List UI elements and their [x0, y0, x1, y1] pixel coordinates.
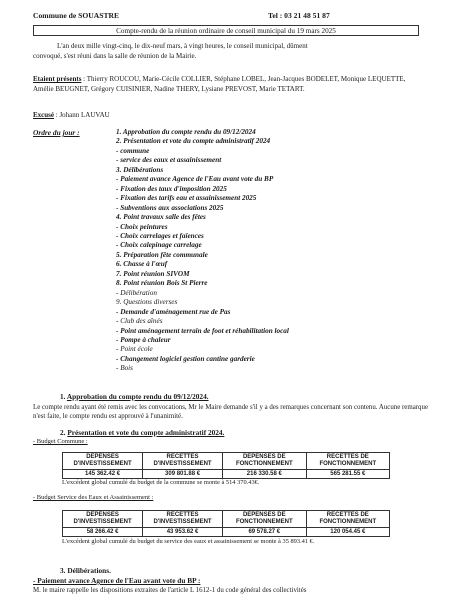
agenda-item: - Délibération	[116, 288, 157, 297]
section-2-heading	[60, 428, 224, 437]
agenda-item: - Fixation des tarifs eau et assainissement 2025	[116, 194, 257, 203]
section-1-heading	[60, 392, 209, 401]
table-header: RECETTES D'INVESTISSEMENT	[143, 511, 223, 528]
budget-eaux-excedent: L'excédent global cumulé du budget du service des eaux et assainissement se monte à 35 893.41 €.	[62, 538, 315, 545]
table-header: RECETTES D'INVESTISSEMENT	[143, 453, 223, 470]
table-cell: 120 054.45 €	[306, 528, 389, 537]
section-2-number: 2.	[60, 428, 66, 437]
attendees-list: : Thierry ROUCOU, Marie-Cécile COLLIER, Stéphane LOBEL, Jean-Jacques BODELET, Monique LEQUETTE, Amélie BEUGNET, Grégory CUISINIER, Nadine THERY, Lysiane PREVOST, Marie TETART.	[33, 75, 406, 93]
table-cell: 216 330.58 €	[222, 470, 306, 479]
table-cell: 58 266.42 €	[63, 528, 143, 537]
section-3-text: M. le maire rappelle les dispositions extraites de l'article L 1612-1 du code général des collectivités	[33, 587, 307, 594]
agenda-item: - Choix peintures	[116, 222, 168, 231]
attendees	[33, 75, 425, 95]
excused-name: : Johann LAUVAU	[55, 111, 110, 119]
table-header: DEPENSES DE FONCTIONNEMENT	[222, 511, 306, 528]
agenda-item: - Point aménagement terrain de foot et réhabilitation local	[116, 326, 289, 335]
agenda-item: - commune	[116, 146, 150, 155]
phone-number: Tel : 03 21 48 51 87	[268, 11, 330, 20]
agenda-label: Ordre du jour :	[33, 128, 80, 137]
agenda-item: 3. Délibérations	[116, 165, 164, 174]
agenda-item: - Choix calepinage carrelage	[116, 241, 202, 250]
section-3-heading	[60, 566, 111, 575]
table-header: DEPENSES DE FONCTIONNEMENT	[222, 453, 306, 470]
budget-eaux-table	[62, 510, 390, 537]
section-3-number: 3.	[60, 566, 66, 575]
table-header: DEPENSES D'INVESTISSEMENT	[63, 453, 143, 470]
section-2-title: Présentation et vote du compte administratif 2024.	[67, 428, 225, 437]
section-1-text: Le compte rendu ayant été remis avec les convocations, Mr le Maire demande s'il y a des remarques concernant son contenu. Aucune remarque n'est faite, le compte rendu est approuvé à l'unanimité.	[33, 404, 429, 420]
agenda-item: - Subventions aux associations 2025	[116, 203, 224, 212]
section-3-sub: - Paiement avance Agence de l'Eau avant vote du BP :	[33, 576, 201, 585]
table-cell: 565 281.55 €	[306, 470, 389, 479]
agenda-item: - Bois	[116, 364, 133, 373]
intro-line-2: convoqué, s'est réuni dans la salle de réunion de la Mairie.	[33, 51, 197, 60]
section-1-number: 1.	[60, 392, 66, 401]
table-header: DEPENSES D'INVESTISSEMENT	[63, 511, 143, 528]
intro-paragraph	[33, 42, 425, 62]
agenda-item: 6. Chasse à l'œuf	[116, 260, 168, 269]
table-cell: 145 362.42 €	[63, 470, 143, 479]
table-header: RECETTES DE FONCTIONNEMENT	[306, 511, 389, 528]
agenda-item: - service des eaux et assainissement	[116, 156, 222, 165]
agenda-item: - Paiement avance Agence de l'Eau avant vote du BP	[116, 175, 274, 184]
budget-commune-label: - Budget Commune :	[33, 438, 88, 445]
section-3-subheading	[33, 576, 200, 585]
agenda-item: - Changement logiciel gestion cantine garderie	[116, 354, 255, 363]
agenda-item: 5. Préparation fête communale	[116, 250, 208, 259]
table-cell: 69 578.27 €	[222, 528, 306, 537]
intro-line-1: L'an deux mille vingt-cinq, le dix-neuf mars, à vingt heures, le conseil municipal, dûment	[57, 42, 308, 50]
agenda-item: 7. Point réunion SIVOM	[116, 269, 190, 278]
commune-name: Commune de SOUASTRE	[33, 11, 120, 20]
agenda-item: 2. Présentation et vote du compte administratif 2024	[116, 137, 271, 146]
table-cell: 309 801.88 €	[143, 470, 223, 479]
agenda-list	[116, 128, 289, 374]
excused-label: Excusé	[33, 111, 54, 119]
excused	[33, 111, 110, 119]
agenda-item: - Fixation des taux d'imposition 2025	[116, 184, 227, 193]
document-title: Compte-rendu de la réunion ordinaire de conseil municipal du 19 mars 2025	[33, 25, 419, 36]
section-1-title: Approbation du compte rendu du 09/12/2024.	[66, 392, 209, 401]
section-3-title: Délibérations.	[67, 566, 111, 575]
attendees-label: Etaient présents	[33, 75, 82, 83]
budget-commune-excedent: L'excédent global cumulé du budget de la commune se monte à 514 370.43€.	[62, 479, 260, 486]
agenda-item: - Pompe à chaleur	[116, 335, 171, 344]
table-cell: 43 953.62 €	[143, 528, 223, 537]
agenda-item: - Point école	[116, 345, 153, 354]
agenda-item: 1. Approbation du compte rendu du 09/12/2024	[116, 128, 256, 136]
table-header: RECETTES DE FONCTIONNEMENT	[306, 453, 389, 470]
agenda-item: - Demande d'aménagement rue de Pas	[116, 307, 231, 316]
agenda-item: 9. Questions diverses	[116, 298, 178, 307]
agenda-item: 8. Point réunion Bois St Pierre	[116, 279, 208, 288]
agenda-item: - Choix carrelages et faïences	[116, 231, 204, 240]
budget-commune-table	[62, 452, 390, 479]
agenda-item: - Club des aînés	[116, 317, 163, 326]
budget-eaux-label: - Budget Service des Eaux et Assainissement :	[33, 494, 154, 501]
agenda-item: 4. Point travaux salle des fêtes	[116, 213, 206, 222]
